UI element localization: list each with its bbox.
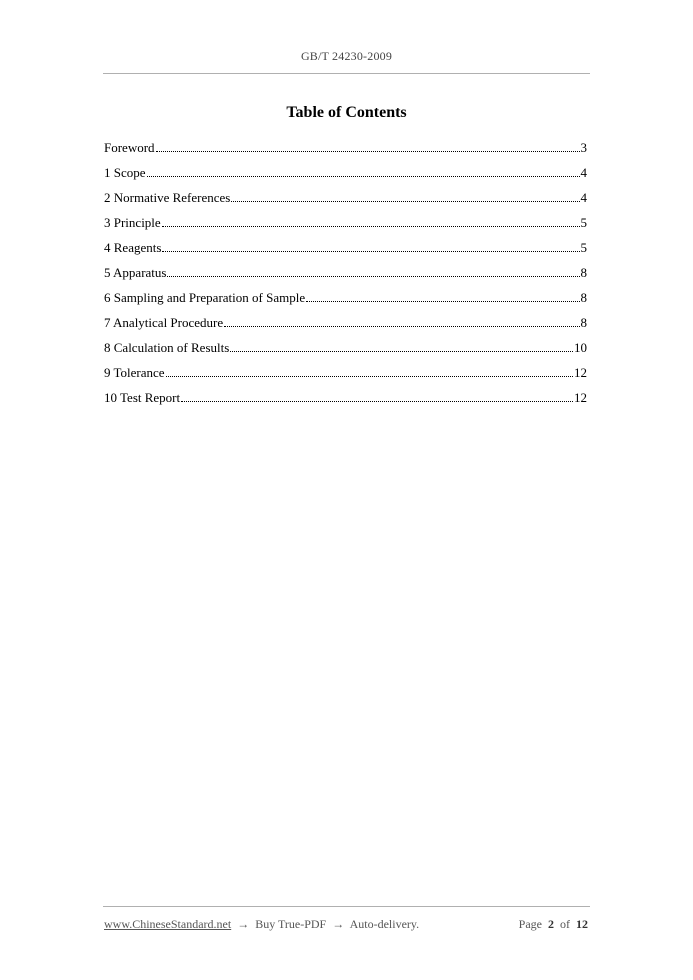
toc-entry-page: 8 bbox=[580, 290, 587, 305]
page-label: Page bbox=[518, 917, 542, 931]
toc-entry-page: 5 bbox=[580, 240, 587, 255]
toc-entry-page: 12 bbox=[574, 365, 587, 380]
toc-entry-page: 3 bbox=[580, 140, 587, 155]
dot-leader bbox=[156, 151, 580, 152]
toc-entry-page: 8 bbox=[580, 265, 587, 280]
buy-true-pdf-text: Buy True-PDF bbox=[255, 917, 327, 931]
dot-leader bbox=[166, 376, 573, 377]
toc-entry-normative-references[interactable] bbox=[104, 190, 587, 215]
toc-entry-page: 12 bbox=[574, 390, 587, 405]
toc-entry-label: 4 Reagents bbox=[104, 240, 162, 255]
dot-leader bbox=[167, 276, 579, 277]
of-label: of bbox=[560, 917, 570, 931]
toc-entry-apparatus[interactable] bbox=[104, 265, 587, 290]
toc-entry-foreword[interactable] bbox=[104, 140, 587, 165]
toc-entry-tolerance[interactable] bbox=[104, 365, 587, 390]
toc-entry-label: 10 Test Report bbox=[104, 390, 181, 405]
toc-entry-label: 6 Sampling and Preparation of Sample bbox=[104, 290, 306, 305]
total-page-number: 12 bbox=[576, 917, 588, 931]
toc-entry-page: 5 bbox=[580, 215, 587, 230]
dot-leader bbox=[147, 176, 580, 177]
toc-entry-label: 9 Tolerance bbox=[104, 365, 165, 380]
dot-leader bbox=[181, 401, 573, 402]
toc-entry-label: Foreword bbox=[104, 140, 155, 155]
toc-entry-label: 8 Calculation of Results bbox=[104, 340, 230, 355]
toc-entry-label: 7 Analytical Procedure bbox=[104, 315, 224, 330]
toc-entry-sampling[interactable] bbox=[104, 290, 587, 315]
header-divider bbox=[103, 73, 590, 74]
page-indicator bbox=[519, 917, 588, 932]
current-page-number: 2 bbox=[548, 917, 554, 931]
auto-delivery-text: Auto-delivery. bbox=[349, 917, 420, 931]
document-code: GB/T 24230-2009 bbox=[300, 49, 393, 63]
toc-entry-label: 1 Scope bbox=[104, 165, 146, 180]
toc-entry-label: 3 Principle bbox=[104, 215, 161, 230]
toc-entry-test-report[interactable] bbox=[104, 390, 587, 415]
toc-entry-principle[interactable] bbox=[104, 215, 587, 240]
dot-leader bbox=[162, 251, 579, 252]
toc-title: Table of Contents bbox=[286, 104, 407, 121]
toc-entry-page: 10 bbox=[574, 340, 587, 355]
site-link[interactable]: www.ChineseStandard.net bbox=[104, 917, 232, 931]
arrow-right-icon: → bbox=[332, 917, 345, 931]
toc-entry-label: 5 Apparatus bbox=[104, 265, 167, 280]
toc-entry-page: 4 bbox=[580, 190, 587, 205]
dot-leader bbox=[224, 326, 579, 327]
toc-entry-page: 8 bbox=[580, 315, 587, 330]
dot-leader bbox=[231, 201, 579, 202]
toc-list bbox=[104, 140, 587, 415]
toc-entry-scope[interactable] bbox=[104, 165, 587, 190]
toc-entry-calculation[interactable] bbox=[104, 340, 587, 365]
toc-entry-reagents[interactable] bbox=[104, 240, 587, 265]
toc-entry-label: 2 Normative References bbox=[104, 190, 231, 205]
arrow-right-icon: → bbox=[237, 917, 250, 931]
toc-entry-analytical-procedure[interactable] bbox=[104, 315, 587, 340]
toc-entry-page: 4 bbox=[580, 165, 587, 180]
footer-promo bbox=[104, 917, 419, 932]
footer-divider bbox=[103, 906, 590, 907]
dot-leader bbox=[306, 301, 579, 302]
dot-leader bbox=[162, 226, 580, 227]
dot-leader bbox=[230, 351, 573, 352]
